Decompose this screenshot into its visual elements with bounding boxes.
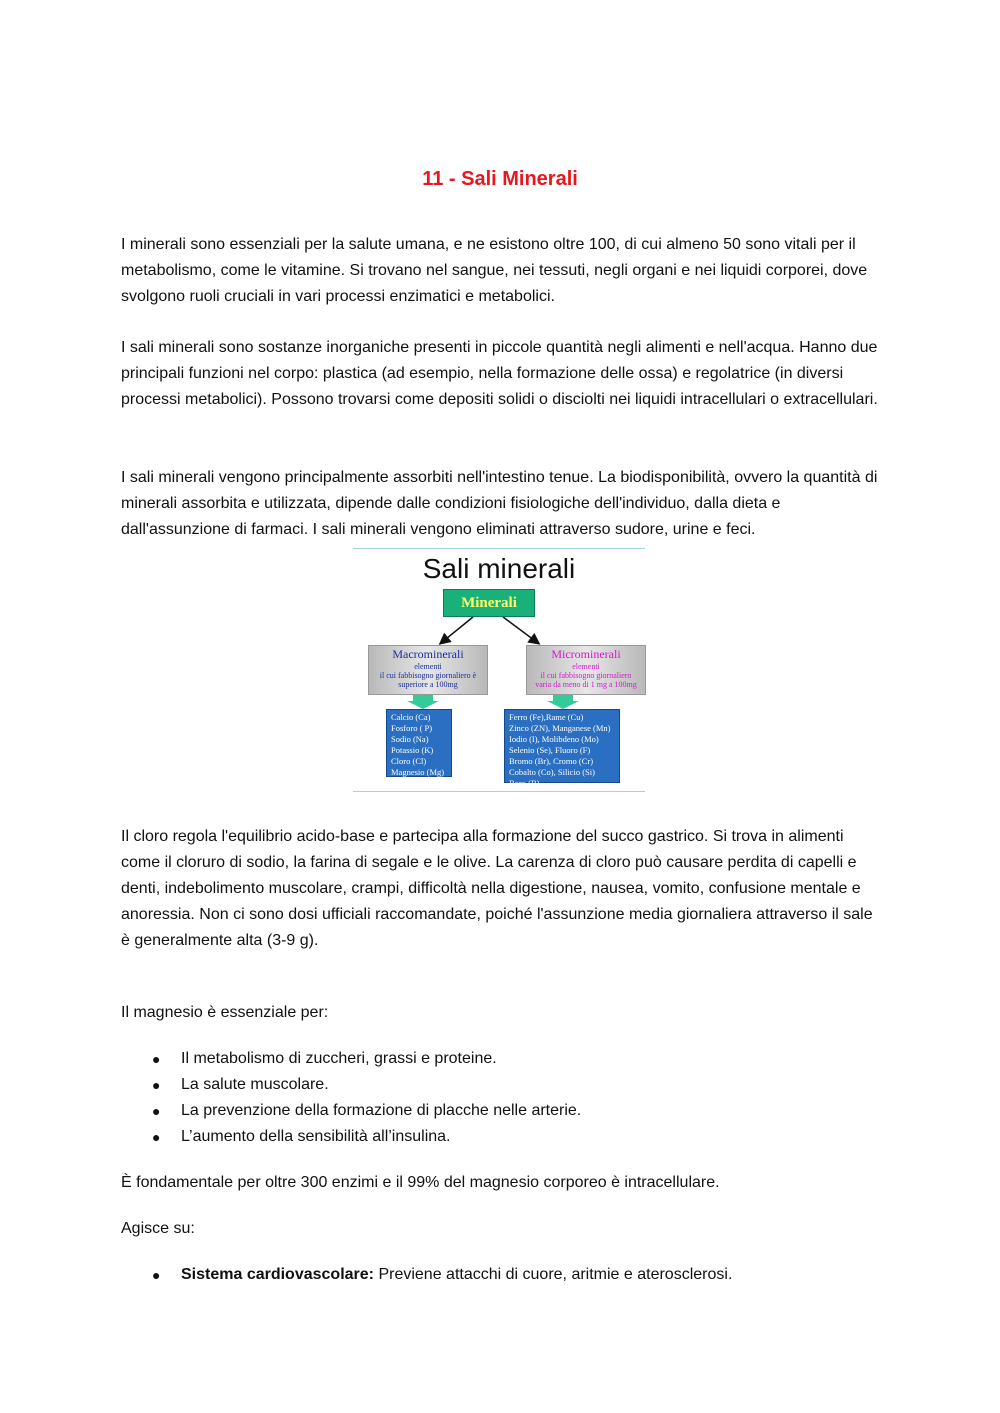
microminerali-heading: Microminerali [551,647,621,661]
paragraph-magnesio-intro: Il magnesio è essenziale per: [121,1004,329,1021]
bullet-icon: ● [152,1077,161,1093]
list-item-text: La prevenzione della formazione di placche nelle arterie. [181,1102,582,1119]
bullet-icon: ● [152,1051,161,1067]
green-arrow-micro [547,695,579,709]
list-item-text: La salute muscolare. [181,1076,329,1093]
page-title: 11 - Sali Minerali [422,168,578,190]
macrominerali-sub3: superiore a 100mg [398,680,458,689]
macrominerali-sub1: elementi [414,662,442,671]
paragraph-functions: I sali minerali sono sostanze inorganiche presenti in piccole quantità negli alimenti e nell'acqua. Hanno due principali funzioni nel corpo: plastica (ad esempio, nella formazione delle ossa) e regolatrice (in diversi processi metabolici). Possono trovarsi come depositi solidi o disciolti nei liquidi intracellulari o extracellulari. [121,339,878,408]
macro-item: Sodio (Na) [391,734,429,744]
micro-item: Boro (B) [509,778,540,788]
macro-item: Cloro (Cl) [391,756,427,766]
list-item-bold: Sistema cardiovascolare: [181,1266,374,1283]
paragraph-enzimi: È fondamentale per oltre 300 enzimi e il 99% del magnesio corporeo è intracellulare. [121,1174,720,1191]
bullet-icon: ● [152,1103,161,1119]
list-item [121,1072,581,1098]
minerals-diagram [353,548,645,792]
micro-item: Cobalto (Co), Silicio (Si) [509,767,595,777]
green-arrow-macro [407,695,439,709]
macrominerali-heading: Macrominerali [392,647,464,661]
microminerali-sub3: varia da meno di 1 mg a 100mg [535,680,637,689]
diagram-title: Sali minerali [422,553,576,584]
magnesio-list [121,1046,581,1150]
macrominerali-list [386,709,452,777]
diagram-root-box: Minerali [443,589,535,617]
macrominerali-box [368,645,488,695]
list-item-text: Previene attacchi di cuore, aritmie e aterosclerosi. [374,1266,733,1283]
macro-item: Calcio (Ca) [391,712,431,722]
macrominerali-sub2: il cui fabbisogno giornaliero è [379,671,477,680]
paragraph-cloro: Il cloro regola l'equilibrio acido-base e partecipa alla formazione del succo gastrico. Si trova in alimenti come il cloruro di sodio, la farina di segale e le olive. La carenza di cloro può causare perdita di capelli e denti, indebolimento muscolare, crampi, difficoltà nella digestione, nausea, vomito, confusione mentale e anoressia. Non ci sono dosi ufficiali raccomandate, poiché l'assunzione media giornaliera attraverso il sale è generalmente alta (3-9 g). [121,828,873,949]
list-item [121,1046,581,1072]
micro-item: Zinco (ZN), Manganese (Mn) [509,723,611,733]
microminerali-list [504,709,620,788]
macro-item: Fosforo ( P) [391,723,433,733]
paragraph-intro: I minerali sono essenziali per la salute umana, e ne esistono oltre 100, di cui almeno 50 sono vitali per il metabolismo, come le vitamine. Si trovano nel sangue, nei tessuti, negli organi e nei liquidi corporei, dove svolgono ruoli cruciali in vari processi enzimatici e metabolici. [121,236,868,305]
list-item-text: Il metabolismo di zuccheri, grassi e proteine. [181,1050,497,1067]
micro-item: Bromo (Br), Cromo (Cr) [509,756,594,766]
bullet-icon: ● [152,1267,161,1283]
microminerali-box [526,645,646,695]
list-item [121,1124,581,1150]
list-item-text: L’aumento della sensibilità all’insulina. [181,1128,451,1145]
paragraph-agisce: Agisce su: [121,1220,195,1237]
bullet-icon: ● [152,1129,161,1145]
arrow-to-macro [441,617,473,643]
arrow-to-micro [503,617,538,643]
microminerali-sub1: elementi [572,662,600,671]
macro-item: Magnesio (Mg) [391,767,445,777]
microminerali-sub2: il cui fabbisogno giornaliero [540,671,632,680]
list-item [121,1262,732,1288]
micro-item: Iodio (I), Molibdeno (Mo) [509,734,599,744]
macro-item: Potassio (K) [391,745,434,755]
micro-item: Ferro (Fe),Rame (Cu) [509,712,584,722]
list-item [121,1098,581,1124]
agisce-list [121,1262,732,1288]
micro-item: Selenio (Se), Fluoro (F) [509,745,591,755]
paragraph-absorption: I sali minerali vengono principalmente assorbiti nell'intestino tenue. La biodisponibilità, ovvero la quantità di minerali assorbita e utilizzata, dipende dalle condizioni fisiologiche dell'individuo, dalla dieta e dall'assunzione di farmaci. I sali minerali vengono eliminati attraverso sudore, urine e feci. [121,469,878,538]
